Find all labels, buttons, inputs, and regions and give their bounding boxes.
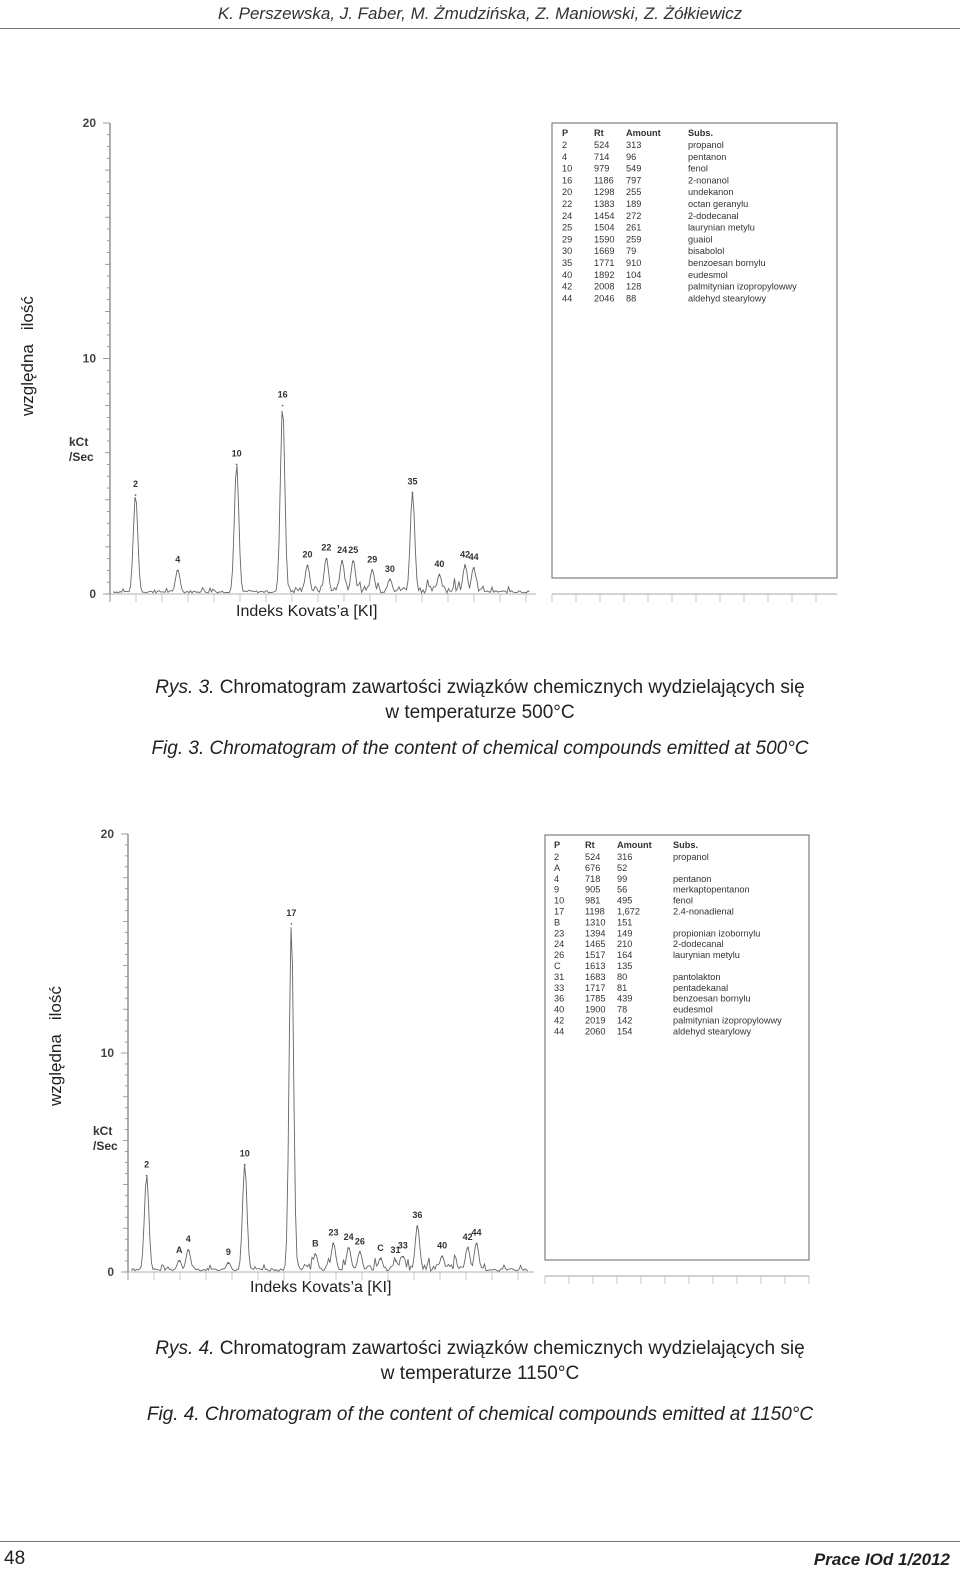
legend-cell: 35 [562, 258, 573, 268]
legend-cell: 1454 [594, 210, 615, 221]
legend-cell: 1310 [585, 917, 606, 928]
y-label-word1: względna [18, 344, 37, 416]
caption-pl-lead: Rys. 3. [155, 677, 215, 698]
running-header: K. Perszewska, J. Faber, M. Żmudzińska, Z. Maniowski, Z. Żółkiewicz [217, 4, 743, 23]
legend-cell: 24 [554, 939, 565, 950]
legend-cell: 52 [617, 862, 628, 873]
figure-3 [0, 0, 960, 780]
legend-cell: 23 [554, 928, 565, 939]
figure-4 [0, 810, 960, 1440]
peak-label: 40 [437, 1240, 448, 1251]
legend-header: P [554, 840, 561, 850]
peak-point-42 [464, 565, 466, 567]
peak-label: B [312, 1238, 319, 1249]
peak-label: 36 [412, 1210, 423, 1221]
legend-cell: propanol [688, 140, 724, 150]
legend-cell: propanol [673, 852, 709, 862]
legend-cell: 42 [562, 281, 573, 292]
legend-cell: 2-nonanol [688, 175, 729, 186]
legend-cell: 88 [626, 293, 637, 304]
legend-cell: 797 [626, 175, 642, 186]
peak-point-4 [177, 570, 179, 572]
peak-label: 23 [328, 1227, 339, 1238]
legend-cell: 524 [594, 140, 610, 150]
legend-cell: 979 [594, 163, 610, 174]
legend-cell: 2019 [585, 1015, 606, 1026]
chromatogram-trace [114, 411, 530, 593]
legend-cell: 189 [626, 199, 642, 209]
caption-en: Fig. 3. Chromatogram of the content of chemical compounds emitted at 500°C [151, 738, 809, 759]
peak-point-B [315, 1254, 317, 1256]
legend-cell: pentadekanal [673, 982, 729, 993]
legend-cell: 151 [617, 917, 633, 928]
peak-point-24 [341, 560, 343, 562]
legend-cell: 259 [626, 234, 642, 245]
peak-label: 4 [185, 1234, 191, 1245]
legend-cell: 910 [626, 258, 642, 268]
peak-label: 22 [321, 542, 332, 553]
chromatogram-trace [132, 927, 528, 1271]
legend-cell: 1,672 [617, 906, 640, 917]
y-label-word1: względna [46, 1034, 65, 1106]
unit-line1: kCt [69, 435, 89, 449]
legend-cell: 164 [617, 950, 633, 961]
page-number: 48 [4, 1548, 26, 1569]
legend-cell: 313 [626, 140, 642, 150]
legend-cell: 135 [617, 961, 633, 971]
peak-point-40 [441, 1256, 443, 1258]
legend-cell: 2 [562, 140, 568, 150]
peak-label: 2 [133, 479, 139, 490]
peak-point-35 [412, 492, 414, 494]
legend-cell: 44 [554, 1026, 565, 1037]
legend-cell: benzoesan bornylu [673, 993, 751, 1004]
legend-cell: 25 [562, 222, 573, 233]
legend-cell: 26 [554, 950, 565, 961]
unit-line1: kCt [93, 1124, 113, 1138]
legend-header: Amount [626, 128, 661, 138]
legend-cell: 718 [585, 873, 601, 884]
peak-label: 40 [434, 559, 445, 570]
legend-cell: fenol [688, 163, 708, 174]
caption-pl-line2: w temperaturze 1150°C [380, 1363, 580, 1384]
legend-cell: 1465 [585, 939, 606, 950]
legend-cell: 40 [562, 269, 573, 280]
x-axis-label: Indeks Kovats’a [KI] [250, 1279, 392, 1296]
peak-label: 33 [397, 1240, 408, 1251]
legend-cell: 1504 [594, 222, 615, 233]
legend-cell: 981 [585, 895, 601, 906]
peak-point-9 [228, 1262, 230, 1264]
legend-cell: 255 [626, 187, 642, 198]
peak-point-2 [135, 494, 137, 496]
peak-point-17 [291, 923, 293, 925]
legend-cell: 1198 [585, 906, 605, 917]
legend-cell: 104 [626, 269, 642, 280]
peak-label: 30 [384, 563, 395, 574]
legend-cell: 1517 [585, 950, 606, 961]
legend-cell: eudesmol [673, 1004, 713, 1015]
caption-pl-line1: Chromatogram zawartości związków chemicznych wydzielających się [219, 1338, 805, 1359]
legend-cell: 524 [585, 852, 601, 862]
legend-cell: 24 [562, 210, 573, 221]
legend-cell: palmitynian izopropylowwy [673, 1015, 782, 1026]
legend-cell: 2008 [594, 281, 615, 292]
peak-label: 10 [239, 1148, 250, 1159]
legend-cell: 1298 [594, 187, 615, 198]
y-tick-label: 10 [82, 351, 96, 366]
legend-cell: 1186 [594, 175, 614, 186]
journal-name: Prace IOd 1/2012 [813, 1550, 950, 1569]
legend-cell: 99 [617, 873, 628, 884]
caption-pl [0, 675, 960, 725]
legend-cell: 17 [554, 906, 565, 917]
chromatogram-1150 [0, 810, 960, 1290]
peak-point-24 [348, 1247, 350, 1249]
peak-label: 31 [390, 1245, 401, 1256]
chromatogram-500 [0, 0, 960, 660]
legend-cell: 40 [554, 1004, 565, 1015]
legend-header: Rt [594, 128, 604, 138]
legend-cell: 261 [626, 222, 642, 233]
peak-label: 4 [175, 554, 181, 565]
peak-point-26 [359, 1251, 361, 1253]
peak-point-44 [476, 1243, 478, 1245]
legend-cell: 80 [617, 971, 628, 982]
legend-header: Amount [617, 840, 652, 850]
legend-cell: 78 [617, 1004, 628, 1015]
peak-point-33 [402, 1256, 404, 1258]
legend-cell: propionian izobornylu [673, 928, 761, 939]
x-axis-label: Indeks Kovats’a [KI] [236, 603, 378, 620]
legend-cell: guaiol [688, 234, 713, 245]
peak-label: 26 [354, 1236, 365, 1247]
legend-cell: 128 [626, 281, 642, 292]
legend-cell: merkaptopentanon [673, 884, 750, 895]
legend-cell: 1669 [594, 246, 615, 257]
legend-cell: C [554, 961, 561, 971]
legend-cell: 210 [617, 939, 633, 950]
legend-cell: 1785 [585, 993, 606, 1004]
legend-cell: eudesmol [688, 269, 728, 280]
peak-label: A [176, 1245, 183, 1256]
y-tick-label: 20 [100, 827, 114, 841]
peak-point-C [380, 1258, 382, 1260]
legend-cell: undekanon [688, 187, 734, 198]
peak-label: 24 [337, 545, 348, 556]
caption-pl-line2: w temperaturze 500°C [385, 702, 575, 723]
legend-cell: 905 [585, 884, 601, 895]
legend-cell: 1900 [585, 1004, 606, 1015]
peak-point-29 [372, 570, 374, 572]
legend-header: Rt [585, 840, 595, 850]
peak-point-30 [389, 579, 391, 581]
peak-label: 9 [225, 1247, 231, 1258]
peak-label: 42 [462, 1231, 473, 1242]
peak-label: 42 [460, 549, 471, 560]
legend-cell: 79 [626, 246, 637, 257]
peak-point-36 [417, 1225, 419, 1227]
legend-header: Subs. [673, 840, 699, 850]
legend-cell: 44 [562, 293, 573, 304]
legend-cell: 1892 [594, 269, 615, 280]
unit-label [69, 435, 94, 465]
peak-point-A [178, 1260, 180, 1262]
y-tick-label: 20 [82, 116, 96, 130]
legend-cell: 36 [554, 993, 565, 1004]
legend-cell: 714 [594, 151, 610, 162]
caption-pl-lead: Rys. 4. [155, 1338, 215, 1359]
legend-cell: octan geranylu [688, 199, 749, 209]
y-axis-label [46, 986, 66, 1106]
peak-point-42 [467, 1247, 469, 1249]
unit-label [93, 1124, 118, 1154]
y-label-word2: ilość [46, 986, 65, 1021]
legend-cell: 149 [617, 928, 633, 939]
y-tick-label: 0 [89, 587, 96, 601]
legend-cell: 1771 [594, 258, 615, 268]
y-tick-label: 10 [100, 1046, 114, 1060]
peak-label: 2 [144, 1159, 150, 1170]
legend-cell: 9 [554, 884, 560, 895]
legend-cell: 2.4-nonadienal [673, 906, 734, 917]
legend-cell: benzoesan bornylu [688, 258, 766, 268]
legend-cell: 154 [617, 1026, 633, 1037]
legend-cell: aldehyd stearylowy [673, 1026, 752, 1037]
legend-cell: fenol [673, 895, 693, 906]
peak-point-4 [187, 1249, 189, 1251]
legend-cell: B [554, 917, 561, 928]
legend-cell: pantolakton [673, 971, 721, 982]
legend-cell: 22 [562, 199, 573, 209]
caption-en: Fig. 4. Chromatogram of the content of chemical compounds emitted at 1150°C [146, 1404, 814, 1425]
legend-cell: 1613 [585, 961, 606, 971]
legend-cell: 56 [617, 884, 628, 895]
legend-cell: 272 [626, 210, 642, 221]
legend-header: P [562, 128, 569, 138]
legend-cell: 1717 [585, 982, 606, 993]
legend-cell: 4 [562, 151, 568, 162]
legend-cell: 30 [562, 246, 573, 257]
legend-cell: 1683 [585, 971, 606, 982]
legend-cell: 495 [617, 895, 633, 906]
legend-cell: 10 [562, 163, 573, 174]
peak-label: 10 [231, 448, 242, 459]
peak-point-22 [326, 558, 328, 560]
legend-cell: 20 [562, 187, 573, 198]
y-tick-label: 0 [107, 1265, 114, 1279]
caption-pl [0, 1336, 960, 1386]
legend-cell: 1383 [594, 199, 615, 209]
peak-point-10 [244, 1164, 246, 1166]
legend-cell: 676 [585, 862, 601, 873]
peak-label: 44 [471, 1227, 482, 1238]
peak-point-20 [307, 565, 309, 567]
legend-cell: 33 [554, 982, 565, 993]
peak-label: 29 [367, 554, 378, 565]
legend-cell: 316 [617, 852, 633, 862]
peak-label: 17 [286, 907, 297, 918]
legend-cell: 1394 [585, 928, 606, 939]
peak-point-16 [282, 405, 284, 407]
legend-cell: 2046 [594, 293, 615, 304]
legend-cell: 2-dodecanal [688, 210, 739, 221]
legend-cell: palmitynian izopropylowwy [688, 281, 797, 292]
unit-line2: /Sec [93, 1139, 118, 1153]
peak-label: 25 [348, 545, 359, 556]
peak-label: 20 [302, 549, 313, 560]
legend-header: Subs. [688, 128, 714, 138]
legend-cell: A [554, 862, 561, 873]
legend-cell: 4 [554, 873, 560, 884]
peak-label: 16 [277, 389, 288, 400]
peak-point-23 [333, 1243, 335, 1245]
legend-cell: 2060 [585, 1026, 606, 1037]
legend-cell: 29 [562, 234, 573, 245]
peak-label: 24 [343, 1231, 354, 1242]
legend-cell: pentanon [673, 873, 712, 884]
peak-label: 44 [468, 552, 479, 563]
legend-cell: 2-dodecanal [673, 939, 724, 950]
y-label-word2: ilość [18, 296, 37, 331]
legend-cell: laurynian metylu [673, 950, 740, 961]
legend-cell: aldehyd stearylowy [688, 293, 767, 304]
legend-cell: 1590 [594, 234, 615, 245]
unit-line2: /Sec [69, 450, 94, 464]
caption-pl-line1: Chromatogram zawartości związków chemicznych wydzielających się [219, 677, 805, 698]
legend-cell: 81 [617, 982, 628, 993]
footer-rule [0, 1541, 960, 1542]
legend-cell: 439 [617, 993, 633, 1004]
legend-cell: pentanon [688, 151, 727, 162]
legend-cell: bisabolol [688, 246, 725, 257]
legend-cell: laurynian metylu [688, 222, 755, 233]
legend-cell: 16 [562, 175, 573, 186]
legend-cell: 142 [617, 1015, 633, 1026]
legend-cell: 31 [554, 971, 565, 982]
peak-point-2 [146, 1175, 148, 1177]
legend-cell: 2 [554, 852, 560, 862]
peak-point-44 [473, 567, 475, 569]
legend-cell: 42 [554, 1015, 565, 1026]
peak-point-40 [439, 574, 441, 576]
peak-point-25 [352, 560, 354, 562]
legend-cell: 96 [626, 151, 637, 162]
peak-point-31 [395, 1260, 397, 1262]
peak-label: C [377, 1242, 384, 1253]
peak-label: 35 [407, 476, 418, 487]
peak-point-10 [236, 464, 238, 466]
legend-cell: 10 [554, 895, 565, 906]
legend-cell: 549 [626, 163, 642, 174]
y-axis-label [18, 296, 38, 416]
